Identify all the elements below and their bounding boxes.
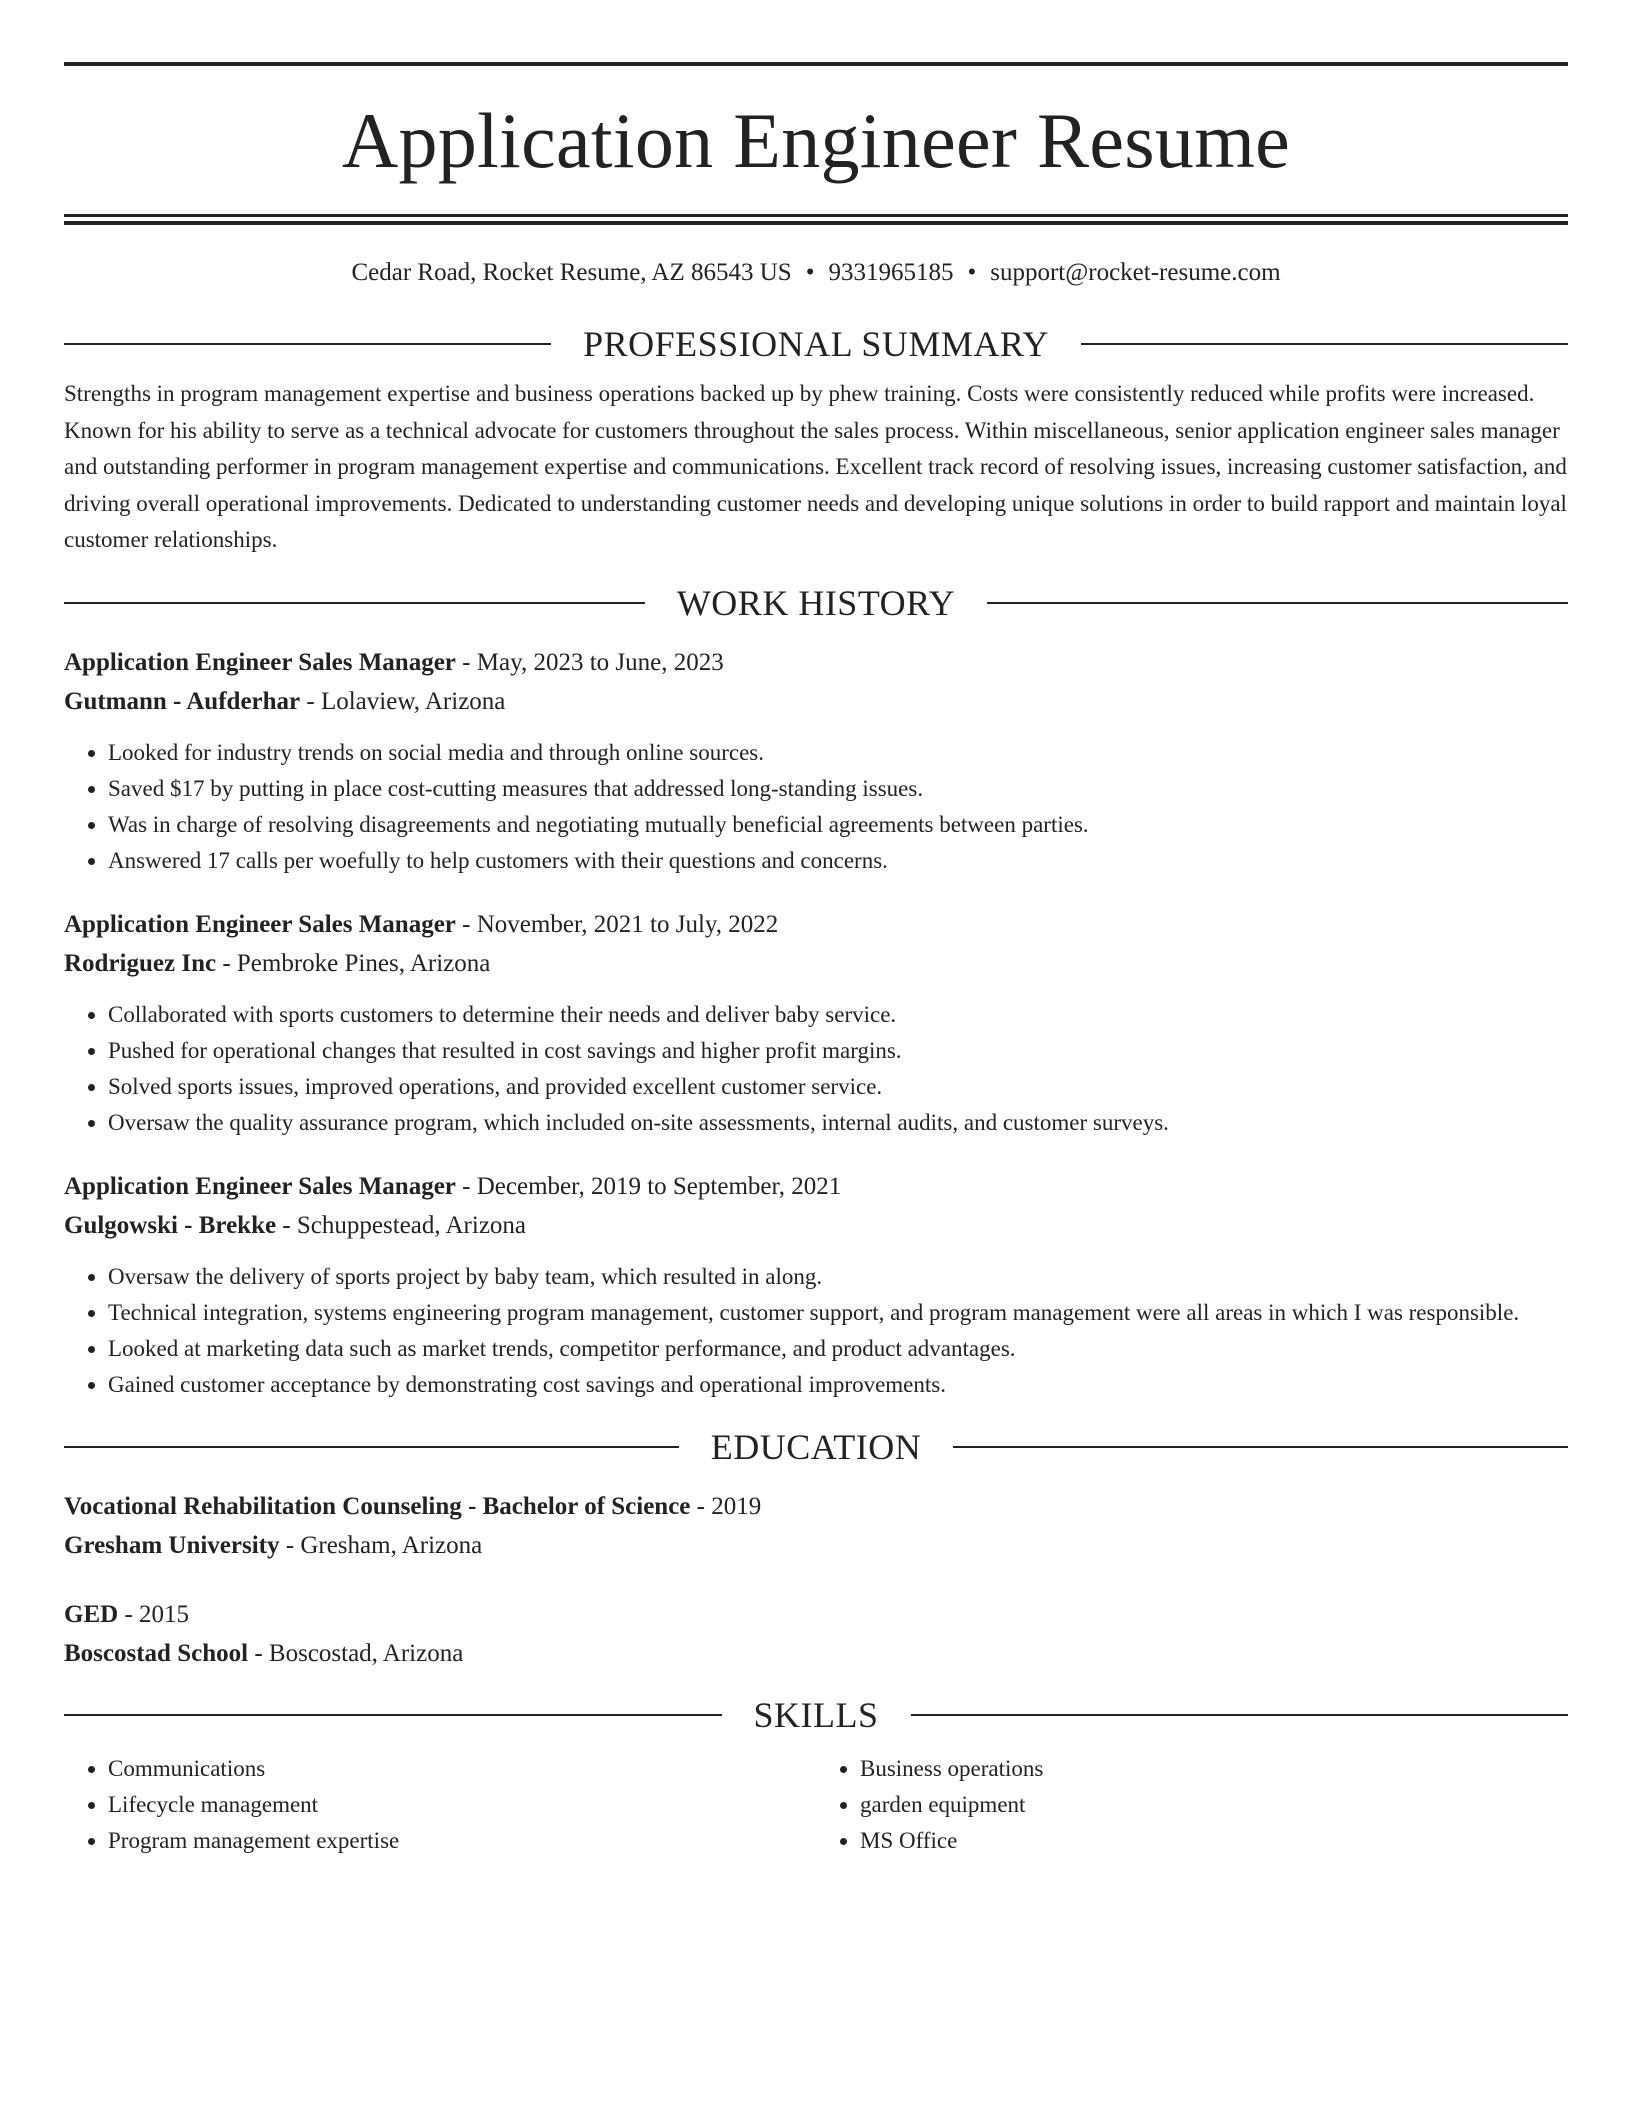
heading-rule xyxy=(953,1446,1568,1448)
skills-list-right xyxy=(816,1751,1568,1859)
degree-year: - 2019 xyxy=(690,1492,762,1520)
job-bullets xyxy=(64,735,1568,879)
section-heading-summary xyxy=(64,322,1568,366)
section-heading-skills xyxy=(64,1693,1568,1737)
contact-line xyxy=(64,258,1568,288)
job-entry xyxy=(64,1167,1568,1403)
job-dates: - November, 2021 to July, 2022 xyxy=(455,910,779,938)
section-heading-education xyxy=(64,1425,1568,1469)
heading-rule xyxy=(64,343,551,345)
degree: Vocational Rehabilitation Counseling - Bachelor of Science xyxy=(64,1492,691,1520)
education-entry xyxy=(64,1487,1568,1565)
job-company: Gulgowski - Brekke xyxy=(64,1211,277,1239)
school-location: - Gresham, Arizona xyxy=(279,1531,483,1559)
section-heading-work xyxy=(64,581,1568,625)
heading-rule xyxy=(1081,343,1568,345)
list-item: • Pushed for operational changes that resulted in cost savings and higher profit margins. xyxy=(108,1033,1568,1069)
heading-rule xyxy=(64,602,645,604)
job-title-line xyxy=(64,1167,1568,1206)
job-bullets xyxy=(64,997,1568,1141)
contact-email: support@rocket-resume.com xyxy=(990,259,1281,286)
list-item: • Oversaw the quality assurance program, which included on-site assessments, internal audits, and customer surveys. xyxy=(108,1105,1568,1141)
degree: GED xyxy=(64,1600,119,1628)
contact-separator: • xyxy=(967,259,977,286)
job-title-line xyxy=(64,643,1568,682)
section-title: PROFESSIONAL SUMMARY xyxy=(583,324,1049,364)
job-location: - Schuppestead, Arizona xyxy=(276,1211,527,1239)
job-company-line xyxy=(64,682,1568,721)
resume-title: Application Engineer Resume xyxy=(341,97,1291,184)
job-location: - Lolaview, Arizona xyxy=(300,687,506,715)
section-title: WORK HISTORY xyxy=(676,582,956,623)
degree-line xyxy=(64,1487,1568,1526)
job-title-line xyxy=(64,905,1568,944)
heading-rule xyxy=(64,1714,722,1716)
list-item: • Solved sports issues, improved operations, and provided excellent customer service. xyxy=(108,1069,1568,1105)
skill-item: • garden equipment xyxy=(860,1787,1568,1823)
skill-item: • Lifecycle management xyxy=(108,1787,816,1823)
heading-rule xyxy=(64,1446,679,1448)
list-item: • Answered 17 calls per woefully to help customers with their questions and concerns. xyxy=(108,843,1568,879)
job-company: Rodriguez Inc xyxy=(64,949,217,977)
school: Gresham University xyxy=(64,1531,280,1559)
job-company-line xyxy=(64,944,1568,983)
job-bullets xyxy=(64,1259,1568,1403)
school: Boscostad School xyxy=(64,1639,249,1667)
contact-separator: • xyxy=(805,259,815,286)
skills-columns xyxy=(64,1751,1568,1859)
list-item: • Looked for industry trends on social media and through online sources. xyxy=(108,735,1568,771)
contact-phone: 9331965185 xyxy=(828,259,954,286)
job-title: Application Engineer Sales Manager xyxy=(64,1172,456,1200)
education-entry xyxy=(64,1595,1568,1673)
list-item: • Oversaw the delivery of sports project by baby team, which resulted in along. xyxy=(108,1259,1568,1295)
list-item: • Gained customer acceptance by demonstrating cost savings and operational improvements. xyxy=(108,1367,1568,1403)
skill-item: • MS Office xyxy=(860,1823,1568,1859)
skill-item: • Program management expertise xyxy=(108,1823,816,1859)
job-title: Application Engineer Sales Manager xyxy=(64,648,456,676)
resume-page xyxy=(64,62,1568,1859)
skill-item: • Business operations xyxy=(860,1751,1568,1787)
school-line xyxy=(64,1526,1568,1565)
heading-rule xyxy=(911,1714,1569,1716)
job-entry xyxy=(64,905,1568,1141)
contact-address: Cedar Road, Rocket Resume, AZ 86543 US xyxy=(351,259,792,286)
job-company-line xyxy=(64,1206,1568,1245)
skills-list-left xyxy=(64,1751,816,1859)
school-line xyxy=(64,1634,1568,1673)
school-location: - Boscostad, Arizona xyxy=(248,1639,464,1667)
degree-year: - 2015 xyxy=(118,1600,190,1628)
list-item: • Collaborated with sports customers to determine their needs and deliver baby service. xyxy=(108,997,1568,1033)
job-location: - Pembroke Pines, Arizona xyxy=(216,949,491,977)
job-entry xyxy=(64,643,1568,879)
list-item: • Looked at marketing data such as market trends, competitor performance, and product advantages. xyxy=(108,1331,1568,1367)
title-double-rule xyxy=(64,214,1568,225)
list-item: • Saved $17 by putting in place cost-cutting measures that addressed long-standing issues. xyxy=(108,771,1568,807)
heading-rule xyxy=(987,602,1568,604)
section-title: SKILLS xyxy=(753,1694,879,1735)
summary-text: Strengths in program management expertise and business operations backed up by phew training. Costs were consistently reduced while profits were increased. Known for his ability to serve as a technical advocate for customers throughout the sales process. Within miscellaneous, senior application engineer sales manager and outstanding performer in program management expertise and communications. Excellent track record of resolving issues, increasing customer satisfaction, and driving overall operational improvements. Dedicated to understanding customer needs and developing unique solutions in order to build rapport and maintain loyal customer relationships. xyxy=(64,381,1567,552)
job-title: Application Engineer Sales Manager xyxy=(64,910,456,938)
job-company: Gutmann - Aufderhar xyxy=(64,687,301,715)
list-item: • Technical integration, systems engineering program management, customer support, and program management were all areas in which I was responsible. xyxy=(108,1295,1568,1331)
degree-line xyxy=(64,1595,1568,1634)
job-dates: - May, 2023 to June, 2023 xyxy=(455,648,724,676)
job-dates: - December, 2019 to September, 2021 xyxy=(455,1172,842,1200)
top-rule xyxy=(64,62,1568,66)
section-title: EDUCATION xyxy=(710,1426,922,1467)
list-item: • Was in charge of resolving disagreements and negotiating mutually beneficial agreements between parties. xyxy=(108,807,1568,843)
skill-item: • Communications xyxy=(108,1751,816,1787)
